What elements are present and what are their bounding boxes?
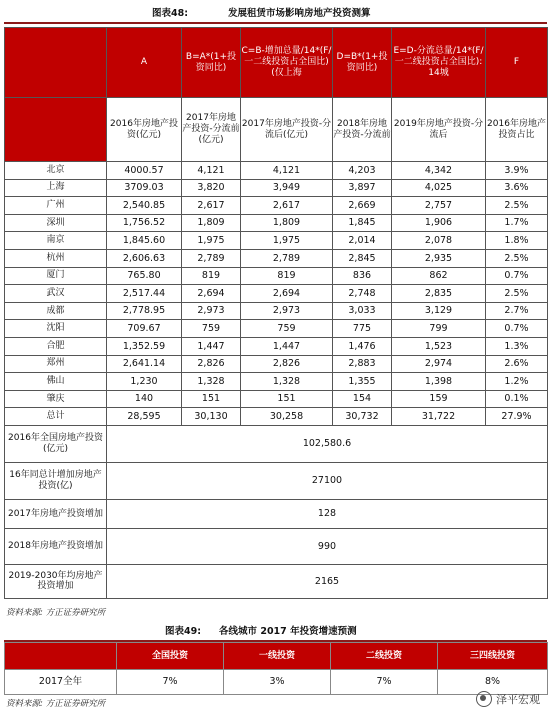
investment-estimate-table [4, 27, 548, 599]
table-row [5, 162, 548, 180]
value-cell: 4000.57 [107, 162, 182, 180]
summary-value: 128 [107, 499, 548, 528]
header-cell [5, 28, 107, 98]
value-cell: 2.5% [486, 249, 548, 267]
value-cell: 2,845 [333, 249, 392, 267]
value-cell: 2.5% [486, 197, 548, 215]
value-cell: 4,203 [333, 162, 392, 180]
header-cell: 2017年房地产投资-分流前(亿元) [182, 98, 241, 162]
value-cell: 3.6% [486, 179, 548, 197]
value-cell: 159 [392, 390, 486, 408]
header-cell: 二线投资 [331, 643, 438, 670]
value-cell: 30,130 [182, 408, 241, 426]
summary-row [5, 528, 548, 564]
forecast-header-row [5, 643, 548, 670]
summary-value: 990 [107, 528, 548, 564]
value-cell: 1,230 [107, 373, 182, 391]
city-cell: 郑州 [5, 355, 107, 373]
value-cell: 1,845 [333, 214, 392, 232]
value-cell: 4,025 [392, 179, 486, 197]
value-cell: 1,809 [241, 214, 333, 232]
value-cell: 2,883 [333, 355, 392, 373]
value-cell: 1,906 [392, 214, 486, 232]
value-cell: 2,973 [241, 302, 333, 320]
value-cell: 2,748 [333, 285, 392, 303]
city-cell: 南京 [5, 232, 107, 250]
figure-48-label: 图表48: [152, 8, 189, 19]
value-cell: 4,121 [241, 162, 333, 180]
value-cell: 1,845.60 [107, 232, 182, 250]
value-cell: 1,809 [182, 214, 241, 232]
value-cell: 1,328 [241, 373, 333, 391]
header-cell [5, 98, 107, 162]
value-cell: 2,617 [182, 197, 241, 215]
value-cell: 4,342 [392, 162, 486, 180]
watermark-text: 泽平宏观 [496, 693, 540, 706]
value-cell: 2,517.44 [107, 285, 182, 303]
city-cell: 成都 [5, 302, 107, 320]
value-cell: 1,447 [241, 337, 333, 355]
table-row [5, 302, 548, 320]
value-cell: 3,820 [182, 179, 241, 197]
city-cell: 上海 [5, 179, 107, 197]
header-cell: E=D-分流总量/14*(F/一二线投资占全国比): 14城 [392, 28, 486, 98]
header-row-description [5, 98, 548, 162]
value-cell: 1,476 [333, 337, 392, 355]
city-cell: 沈阳 [5, 320, 107, 338]
value-cell: 1,975 [241, 232, 333, 250]
summary-label: 2017年房地产投资增加 [5, 499, 107, 528]
wechat-icon [476, 691, 492, 707]
value-cell: 2,789 [182, 249, 241, 267]
summary-value: 27100 [107, 462, 548, 499]
growth-forecast-table [4, 642, 548, 695]
figure-49-label: 图表49: [165, 626, 202, 637]
value-cell: 30,732 [333, 408, 392, 426]
figure-49-title: 各线城市 2017 年投资增速预测 [219, 626, 357, 637]
value-cell: 2,835 [392, 285, 486, 303]
value-cell: 1,352.59 [107, 337, 182, 355]
summary-value: 2165 [107, 564, 548, 598]
value-cell: 709.67 [107, 320, 182, 338]
value-cell: 2.6% [486, 355, 548, 373]
summary-label: 16年同总计增加房地产投资(亿) [5, 462, 107, 499]
header-cell: 2017年房地产投资-分流后(亿元) [241, 98, 333, 162]
table-row [5, 355, 548, 373]
value-cell: 2,935 [392, 249, 486, 267]
value-cell: 0.1% [486, 390, 548, 408]
value-cell: 2,540.85 [107, 197, 182, 215]
value-cell: 3,949 [241, 179, 333, 197]
value-cell: 2,973 [182, 302, 241, 320]
value-cell: 819 [241, 267, 333, 285]
city-cell: 深圳 [5, 214, 107, 232]
value-cell: 2,826 [241, 355, 333, 373]
value-cell: 1.3% [486, 337, 548, 355]
table-row [5, 390, 548, 408]
city-cell: 北京 [5, 162, 107, 180]
value-cell: 2,778.95 [107, 302, 182, 320]
table-row [5, 373, 548, 391]
value-cell: 2.5% [486, 285, 548, 303]
header-row-formula [5, 28, 548, 98]
table-row [5, 267, 548, 285]
header-cell: 2019年房地产投资-分流后 [392, 98, 486, 162]
figure-48-source: 资料来源: 方正证券研究所 [6, 608, 106, 618]
city-cell: 广州 [5, 197, 107, 215]
city-cell: 佛山 [5, 373, 107, 391]
header-cell: 2016年房地产投资(亿元) [107, 98, 182, 162]
value-cell: 799 [392, 320, 486, 338]
figure-48-title: 发展租赁市场影响房地产投资测算 [228, 8, 371, 19]
value-cell: 1.8% [486, 232, 548, 250]
table-row [5, 197, 548, 215]
value-cell: 1,328 [182, 373, 241, 391]
value-cell: 3% [224, 670, 331, 695]
city-cell: 合肥 [5, 337, 107, 355]
summary-row [5, 425, 548, 462]
header-cell [5, 643, 117, 670]
value-cell: 3709.03 [107, 179, 182, 197]
value-cell: 765.80 [107, 267, 182, 285]
summary-label: 2016年全国房地产投资(亿元) [5, 425, 107, 462]
value-cell: 31,722 [392, 408, 486, 426]
value-cell: 836 [333, 267, 392, 285]
value-cell: 2,669 [333, 197, 392, 215]
table-row [5, 179, 548, 197]
city-cell: 杭州 [5, 249, 107, 267]
value-cell: 2,617 [241, 197, 333, 215]
value-cell: 151 [241, 390, 333, 408]
value-cell: 30,258 [241, 408, 333, 426]
value-cell: 3.9% [486, 162, 548, 180]
table-row [5, 249, 548, 267]
value-cell: 1.7% [486, 214, 548, 232]
value-cell: 7% [331, 670, 438, 695]
value-cell: 2,974 [392, 355, 486, 373]
value-cell: 1.2% [486, 373, 548, 391]
figure-48-caption [0, 4, 550, 20]
value-cell: 8% [438, 670, 548, 695]
summary-row [5, 499, 548, 528]
city-cell: 武汉 [5, 285, 107, 303]
summary-row [5, 564, 548, 598]
value-cell: 1,355 [333, 373, 392, 391]
value-cell: 7% [117, 670, 224, 695]
value-cell: 1,523 [392, 337, 486, 355]
value-cell: 2.7% [486, 302, 548, 320]
header-cell: B=A*(1+投资同比) [182, 28, 241, 98]
value-cell: 1,756.52 [107, 214, 182, 232]
figure-49-caption [0, 622, 550, 638]
header-cell: F [486, 28, 548, 98]
value-cell: 2,757 [392, 197, 486, 215]
table-row [5, 337, 548, 355]
value-cell: 3,897 [333, 179, 392, 197]
header-cell: A [107, 28, 182, 98]
value-cell: 759 [182, 320, 241, 338]
value-cell: 1,447 [182, 337, 241, 355]
city-cell: 总计 [5, 408, 107, 426]
value-cell: 2,826 [182, 355, 241, 373]
value-cell: 27.9% [486, 408, 548, 426]
summary-label: 2019-2030年均房地产投资增加 [5, 564, 107, 598]
header-cell: 2018年房地产投资-分流前 [333, 98, 392, 162]
value-cell: 2,014 [333, 232, 392, 250]
figure-48-top-rule [4, 22, 547, 24]
table-row [5, 285, 548, 303]
value-cell: 862 [392, 267, 486, 285]
row-label: 2017全年 [5, 670, 117, 695]
value-cell: 2,694 [182, 285, 241, 303]
forecast-row [5, 670, 548, 695]
header-cell: 全国投资 [117, 643, 224, 670]
table-row [5, 408, 548, 426]
value-cell: 2,078 [392, 232, 486, 250]
value-cell: 819 [182, 267, 241, 285]
header-cell: 一线投资 [224, 643, 331, 670]
value-cell: 1,975 [182, 232, 241, 250]
value-cell: 0.7% [486, 267, 548, 285]
value-cell: 3,129 [392, 302, 486, 320]
summary-label: 2018年房地产投资增加 [5, 528, 107, 564]
summary-row [5, 462, 548, 499]
value-cell: 4,121 [182, 162, 241, 180]
header-cell: 2016年房地产投资占比 [486, 98, 548, 162]
header-cell: 三四线投资 [438, 643, 548, 670]
value-cell: 1,398 [392, 373, 486, 391]
table-row [5, 214, 548, 232]
summary-value: 102,580.6 [107, 425, 548, 462]
value-cell: 2,694 [241, 285, 333, 303]
value-cell: 0.7% [486, 320, 548, 338]
value-cell: 759 [241, 320, 333, 338]
table-row [5, 232, 548, 250]
figure-49-source: 资料来源: 方正证券研究所 [6, 699, 106, 709]
header-cell: C=B-增加总量/14*(F/一二线投资占全国比) (仅上海 [241, 28, 333, 98]
city-cell: 肇庆 [5, 390, 107, 408]
value-cell: 2,606.63 [107, 249, 182, 267]
header-cell: D=B*(1+投资同比) [333, 28, 392, 98]
city-cell: 厦门 [5, 267, 107, 285]
value-cell: 28,595 [107, 408, 182, 426]
value-cell: 3,033 [333, 302, 392, 320]
value-cell: 2,789 [241, 249, 333, 267]
watermark [476, 691, 540, 707]
value-cell: 2,641.14 [107, 355, 182, 373]
value-cell: 154 [333, 390, 392, 408]
value-cell: 151 [182, 390, 241, 408]
table-row [5, 320, 548, 338]
value-cell: 775 [333, 320, 392, 338]
value-cell: 140 [107, 390, 182, 408]
